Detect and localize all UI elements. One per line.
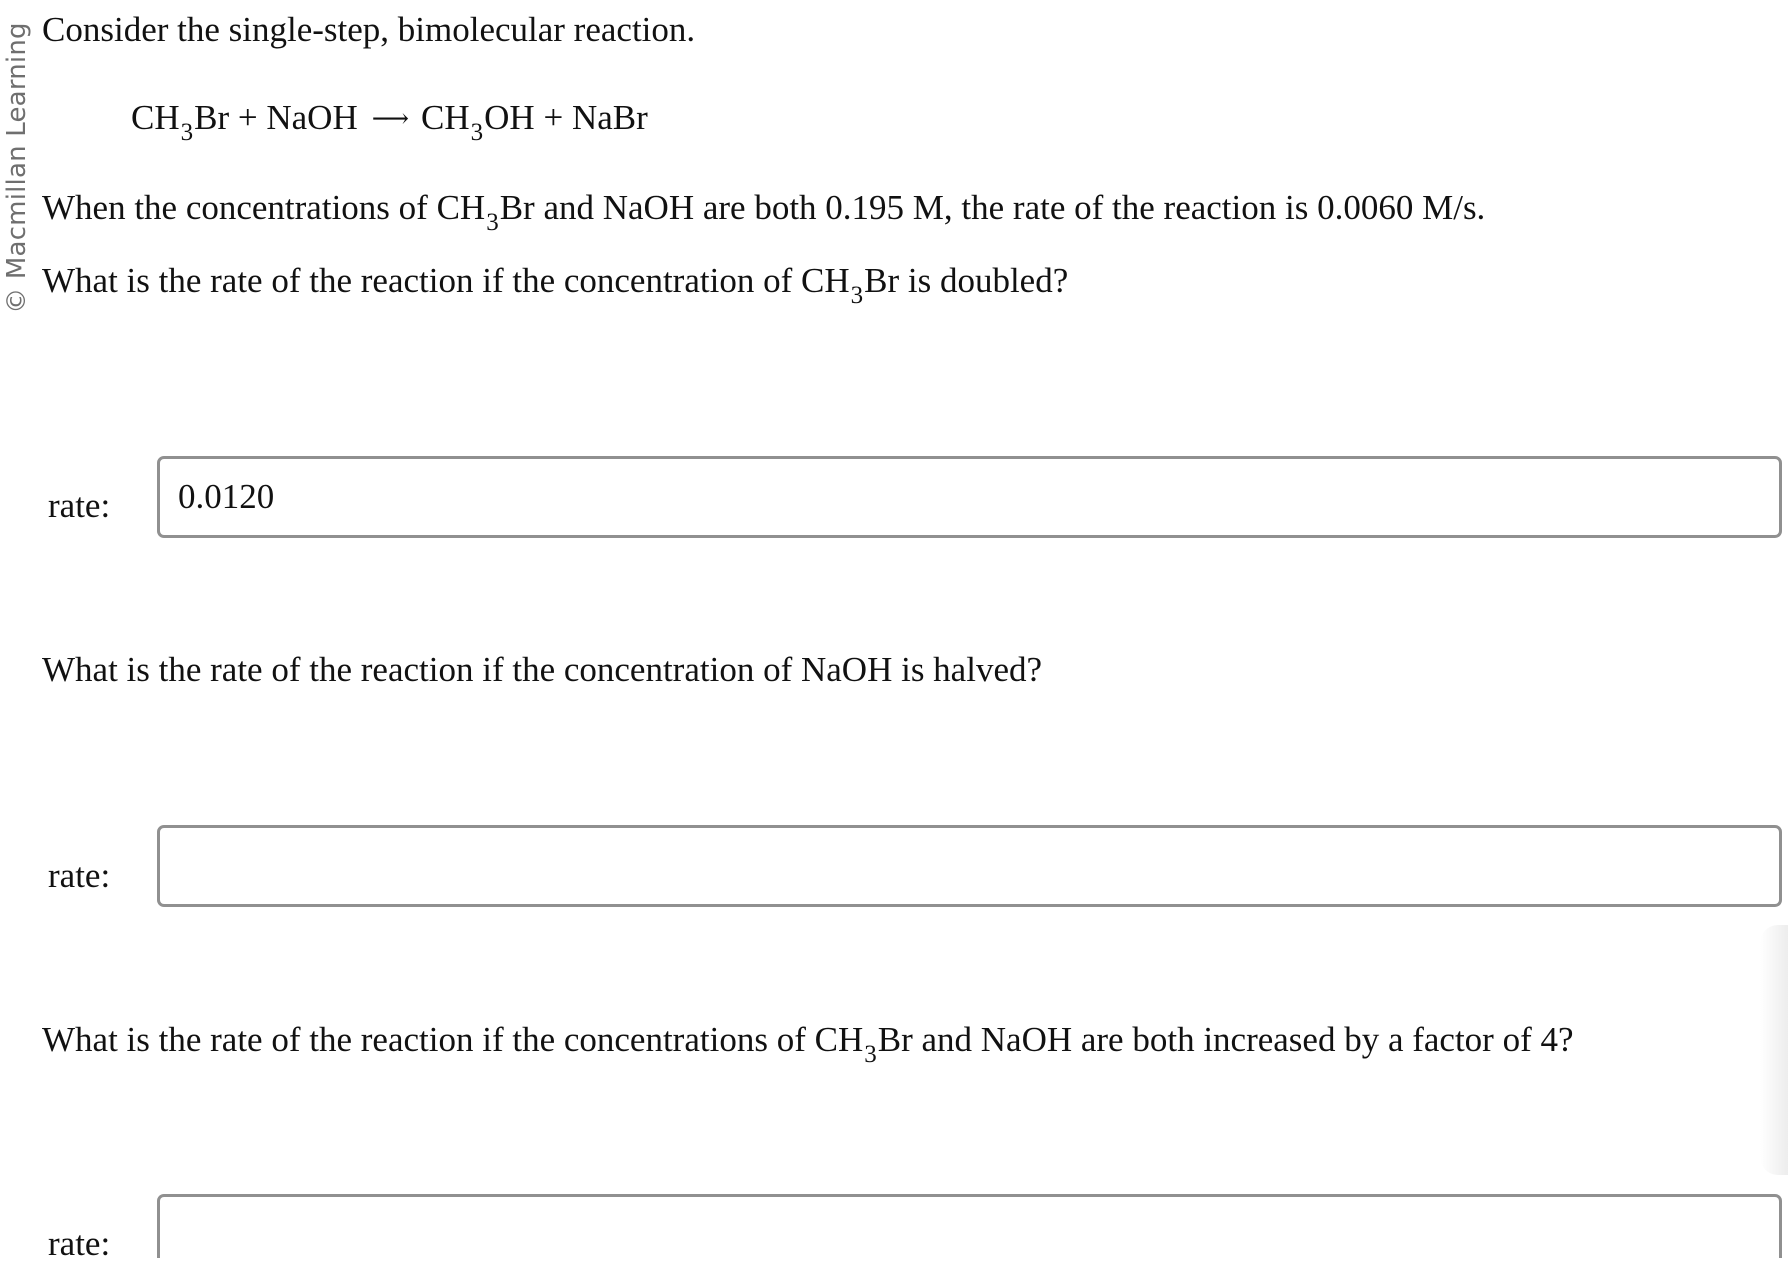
given-conditions-text: When the concentrations of $CH_3Br$ and NaOH are both 0.195 M, the rate of the reaction is 0.0060 M/s. <box>42 188 1486 236</box>
product-ch3oh: $CH_3OH$ <box>421 98 535 146</box>
reaction-equation <box>131 98 648 146</box>
rate-input-3[interactable] <box>157 1194 1782 1258</box>
copyright-text: © Macmillan Learning <box>2 22 32 314</box>
plus-sign: + <box>543 98 564 137</box>
rate-label-3: rate: <box>48 1224 111 1263</box>
reaction-arrow-icon: ⟶ <box>371 104 410 133</box>
question-2-text: What is the rate of the reaction if the concentration of NaOH is halved? <box>42 650 1043 689</box>
reactant-naoh: NaOH <box>266 98 358 137</box>
rate-input-2[interactable] <box>157 825 1782 907</box>
intro-text: Consider the single-step, bimolecular reaction. <box>42 10 696 49</box>
question-3-text: What is the rate of the reaction if the concentrations of $CH_3Br$ and NaOH are both increased by a factor of 4? <box>42 1020 1574 1068</box>
rate-input-1[interactable] <box>157 456 1782 538</box>
rate-label-1: rate: <box>48 486 111 525</box>
product-nabr: NaBr <box>571 98 648 137</box>
copyright-watermark <box>0 0 34 335</box>
question-1-text: What is the rate of the reaction if the concentration of $CH_3Br$ is doubled? <box>42 261 1069 309</box>
rate-label-2: rate: <box>48 856 111 895</box>
plus-sign: + <box>237 98 258 137</box>
reactant-ch3br: $CH_3Br$ <box>131 98 230 146</box>
scroll-edge-shadow <box>1760 925 1788 1175</box>
